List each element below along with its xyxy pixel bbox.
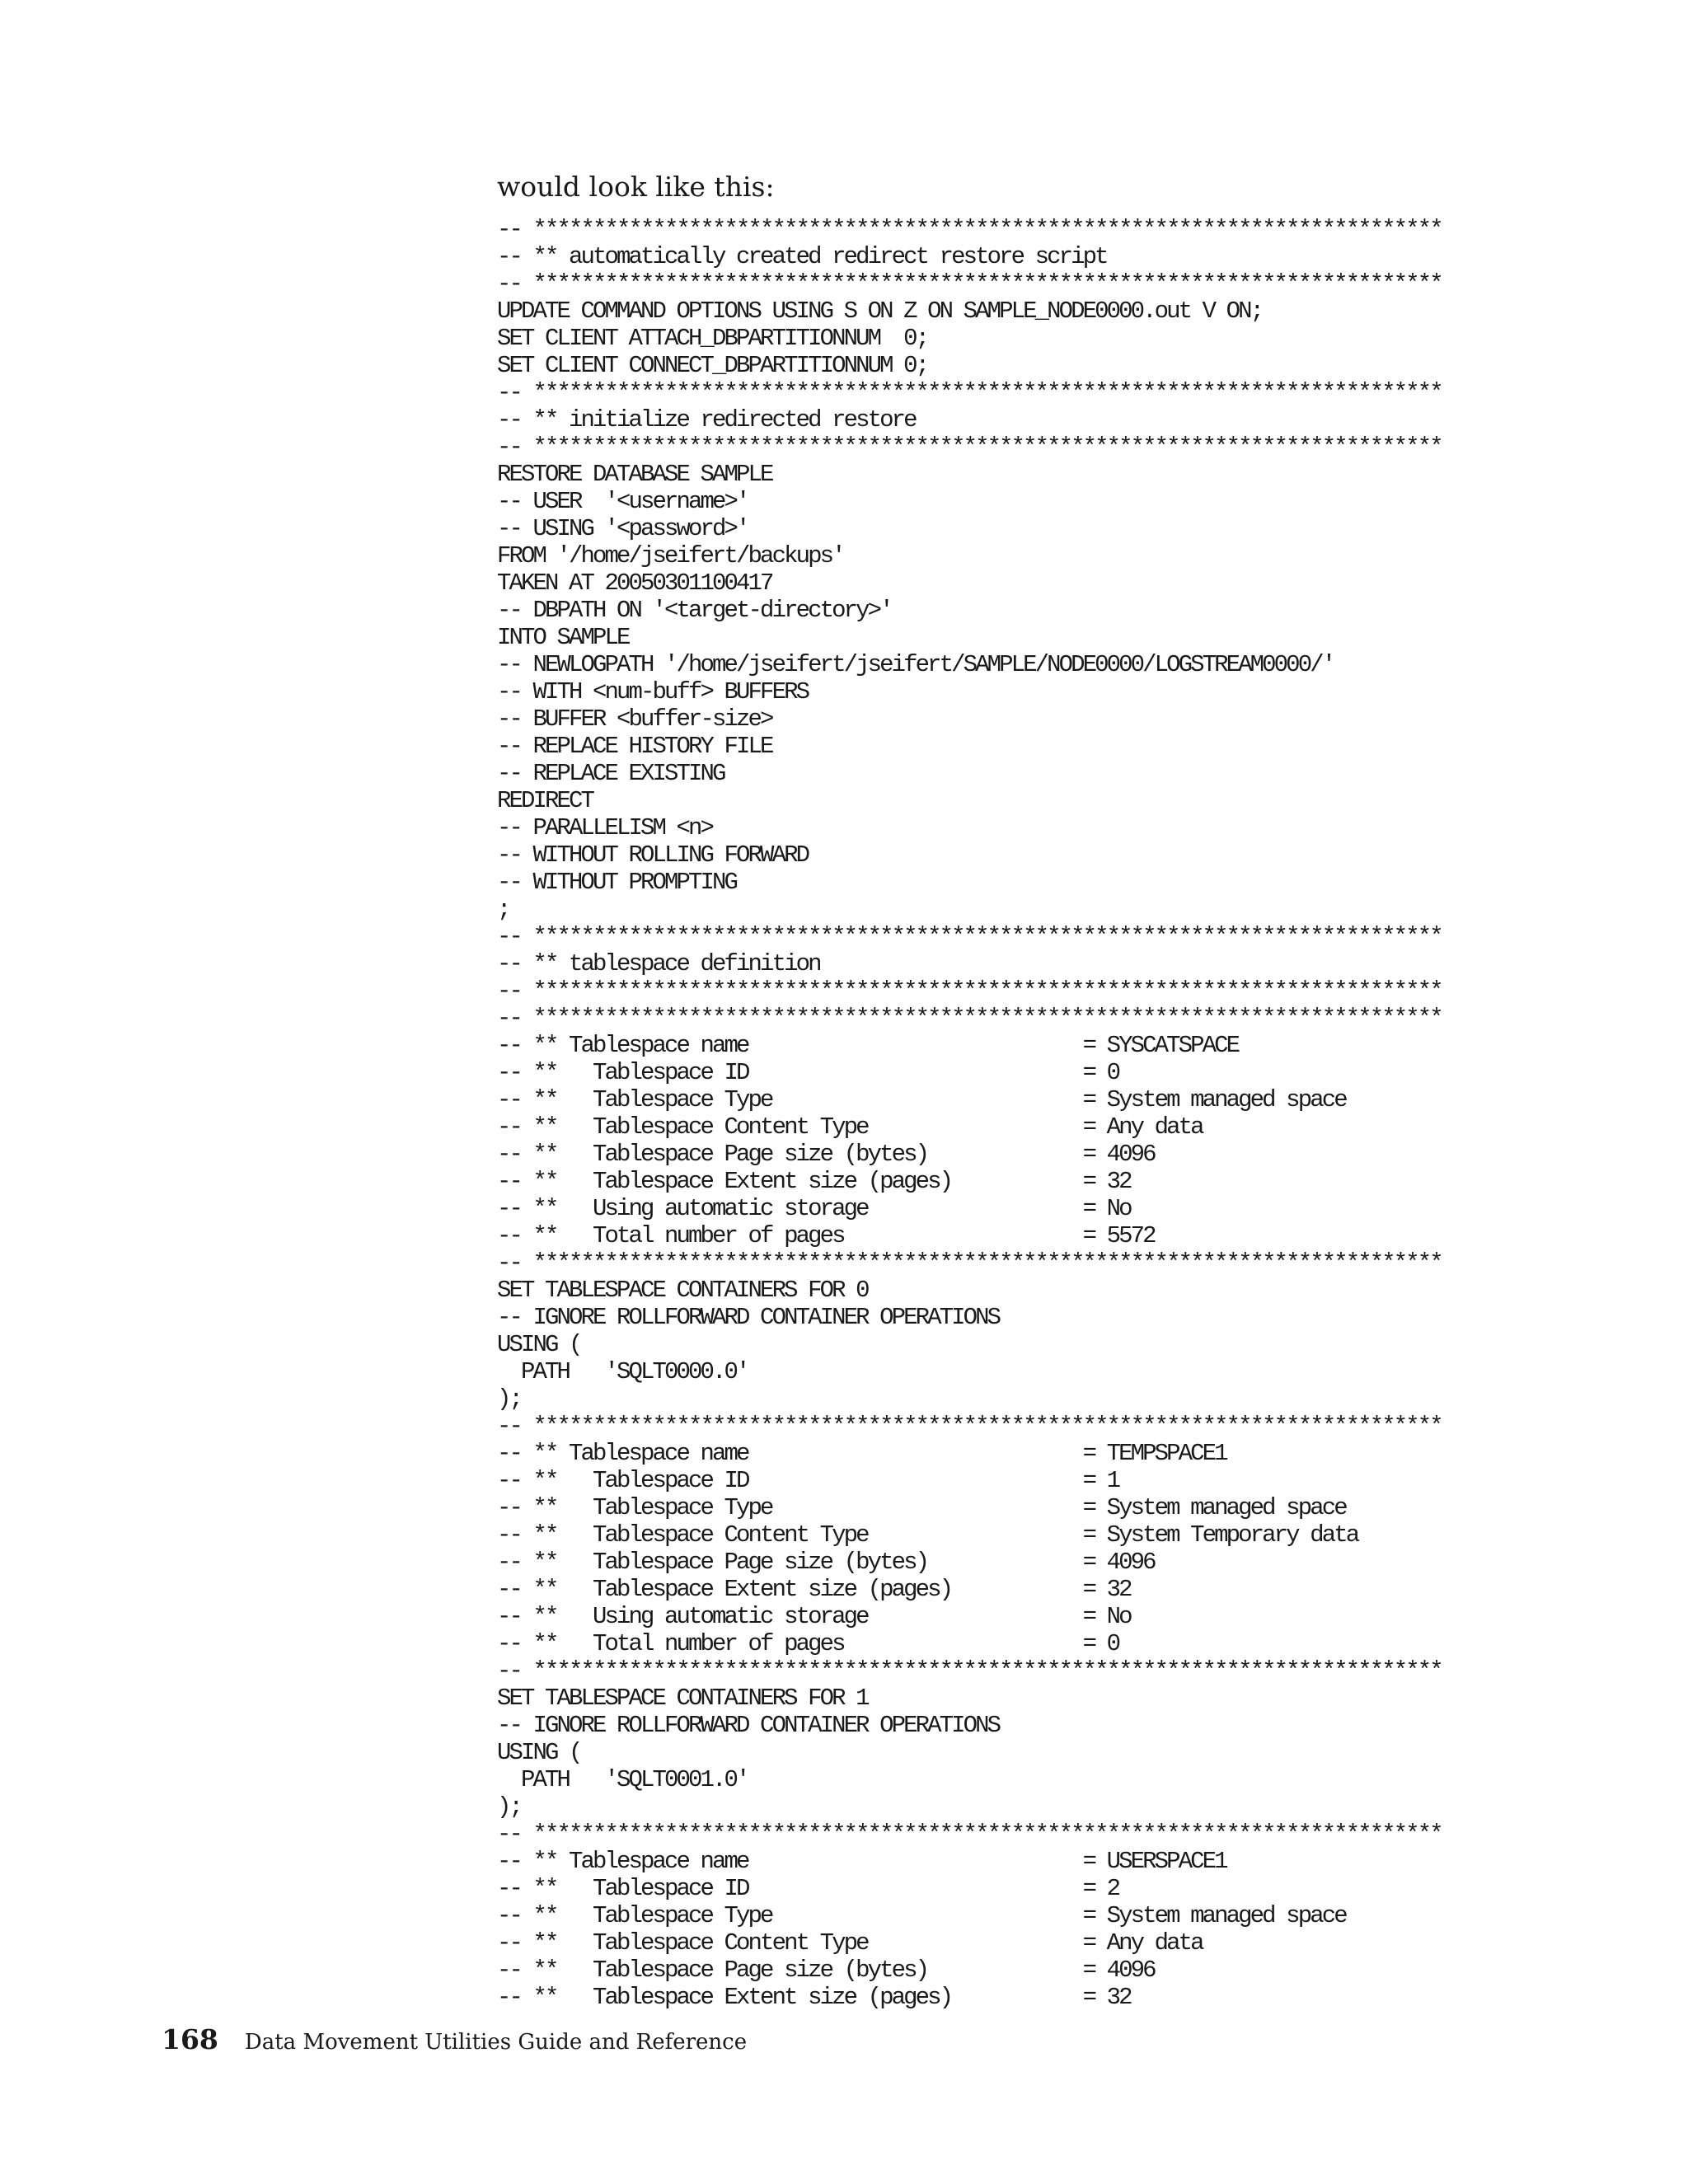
code-line: -- ** Tablespace Type = System managed space [497, 1086, 1346, 1113]
code-line: -- ** Tablespace name = TEMPSPACE1 [497, 1440, 1226, 1467]
code-line: -- REPLACE HISTORY FILE [497, 733, 772, 760]
code-line: -- **************************************************************************** [497, 434, 1442, 461]
code-line: -- **************************************************************************** [497, 923, 1442, 950]
code-line: -- ** Tablespace ID = 0 [497, 1059, 1119, 1086]
page-footer [162, 2023, 747, 2055]
code-line: -- ** Tablespace Type = System managed space [497, 1494, 1346, 1521]
code-line: SET TABLESPACE CONTAINERS FOR 1 [497, 1685, 868, 1712]
code-line: -- ** Using automatic storage = No [497, 1603, 1131, 1630]
code-line: -- DBPATH ON '<target-directory>' [497, 597, 892, 624]
code-line: INTO SAMPLE [497, 624, 629, 651]
code-line: -- BUFFER <buffer-size> [497, 705, 772, 733]
code-line: USING ( [497, 1739, 581, 1766]
code-line: -- ** Tablespace name = SYSCATSPACE [497, 1032, 1239, 1059]
code-line: -- NEWLOGPATH '/home/jseifert/jseifert/SAMPLE/NODE0000/LOGSTREAM0000/' [497, 651, 1334, 678]
code-line: -- ** Tablespace Page size (bytes) = 4096 [497, 1549, 1155, 1576]
book-title: Data Movement Utilities Guide and Reference [244, 2030, 748, 2055]
code-line: REDIRECT [497, 787, 593, 814]
code-line: ); [497, 1793, 522, 1821]
code-line: -- **************************************************************************** [497, 270, 1442, 298]
code-line: USING ( [497, 1331, 581, 1358]
code-line: -- ** initialize redirected restore [497, 406, 916, 434]
code-line: ; [497, 896, 509, 923]
code-line: -- WITHOUT ROLLING FORWARD [497, 841, 809, 869]
code-line: -- ** tablespace definition [497, 950, 820, 977]
code-line: RESTORE DATABASE SAMPLE [497, 461, 772, 488]
intro-text: would look like this: [497, 171, 775, 203]
code-line: ); [497, 1385, 522, 1413]
code-line: -- **************************************************************************** [497, 379, 1442, 406]
code-line: SET CLIENT ATTACH_DBPARTITIONNUM 0; [497, 325, 928, 352]
code-line: -- ** Tablespace name = USERSPACE1 [497, 1848, 1226, 1875]
code-line: -- ** Using automatic storage = No [497, 1195, 1131, 1222]
code-line: UPDATE COMMAND OPTIONS USING S ON Z ON SAMPLE_NODE0000.out V ON; [497, 298, 1263, 325]
code-line: -- **************************************************************************** [497, 1413, 1442, 1440]
code-line: -- WITHOUT PROMPTING [497, 869, 737, 896]
code-line: -- ** Tablespace Page size (bytes) = 4096 [497, 1141, 1155, 1168]
code-line: -- ** Tablespace ID = 1 [497, 1467, 1119, 1494]
code-line: -- ** automatically created redirect restore script [497, 243, 1107, 270]
code-line: -- **************************************************************************** [497, 216, 1442, 243]
code-line: -- ** Tablespace Type = System managed space [497, 1902, 1346, 1929]
code-line: -- **************************************************************************** [497, 1821, 1442, 1848]
code-line: -- ** Tablespace Content Type = Any data [497, 1113, 1203, 1141]
code-line: -- ** Tablespace Content Type = System Temporary data [497, 1521, 1358, 1549]
code-line: FROM '/home/jseifert/backups' [497, 542, 844, 569]
code-line: -- IGNORE ROLLFORWARD CONTAINER OPERATIONS [497, 1304, 1000, 1331]
code-line: -- IGNORE ROLLFORWARD CONTAINER OPERATIONS [497, 1712, 1000, 1739]
code-line: -- ** Tablespace Extent size (pages) = 32 [497, 1168, 1131, 1195]
code-line: SET TABLESPACE CONTAINERS FOR 0 [497, 1277, 868, 1304]
code-line: -- ** Tablespace Page size (bytes) = 4096 [497, 1957, 1155, 1984]
code-line: PATH 'SQLT0000.0' [497, 1358, 748, 1385]
code-line: -- ** Tablespace Content Type = Any data [497, 1929, 1203, 1957]
code-line: -- ** Tablespace Extent size (pages) = 32 [497, 1576, 1131, 1603]
code-line: -- REPLACE EXISTING [497, 760, 724, 787]
code-line: -- **************************************************************************** [497, 977, 1442, 1005]
code-line: -- **************************************************************************** [497, 1657, 1442, 1685]
code-line: -- **************************************************************************** [497, 1005, 1442, 1032]
code-line: PATH 'SQLT0001.0' [497, 1766, 748, 1793]
code-line: -- ** Total number of pages = 0 [497, 1630, 1119, 1657]
code-line: -- USER '<username>' [497, 488, 748, 515]
code-line: -- USING '<password>' [497, 515, 748, 542]
page-number: 168 [162, 2023, 218, 2055]
code-line: -- **************************************************************************** [497, 1249, 1442, 1277]
code-line: -- WITH <num-buff> BUFFERS [497, 678, 809, 705]
code-line: -- ** Tablespace ID = 2 [497, 1875, 1119, 1902]
code-line: SET CLIENT CONNECT_DBPARTITIONNUM 0; [497, 352, 928, 379]
code-line: -- PARALLELISM <n> [497, 814, 713, 841]
code-listing [497, 216, 1486, 2011]
code-line: TAKEN AT 20050301100417 [497, 569, 772, 597]
code-line: -- ** Tablespace Extent size (pages) = 32 [497, 1984, 1131, 2011]
code-line: -- ** Total number of pages = 5572 [497, 1222, 1155, 1249]
